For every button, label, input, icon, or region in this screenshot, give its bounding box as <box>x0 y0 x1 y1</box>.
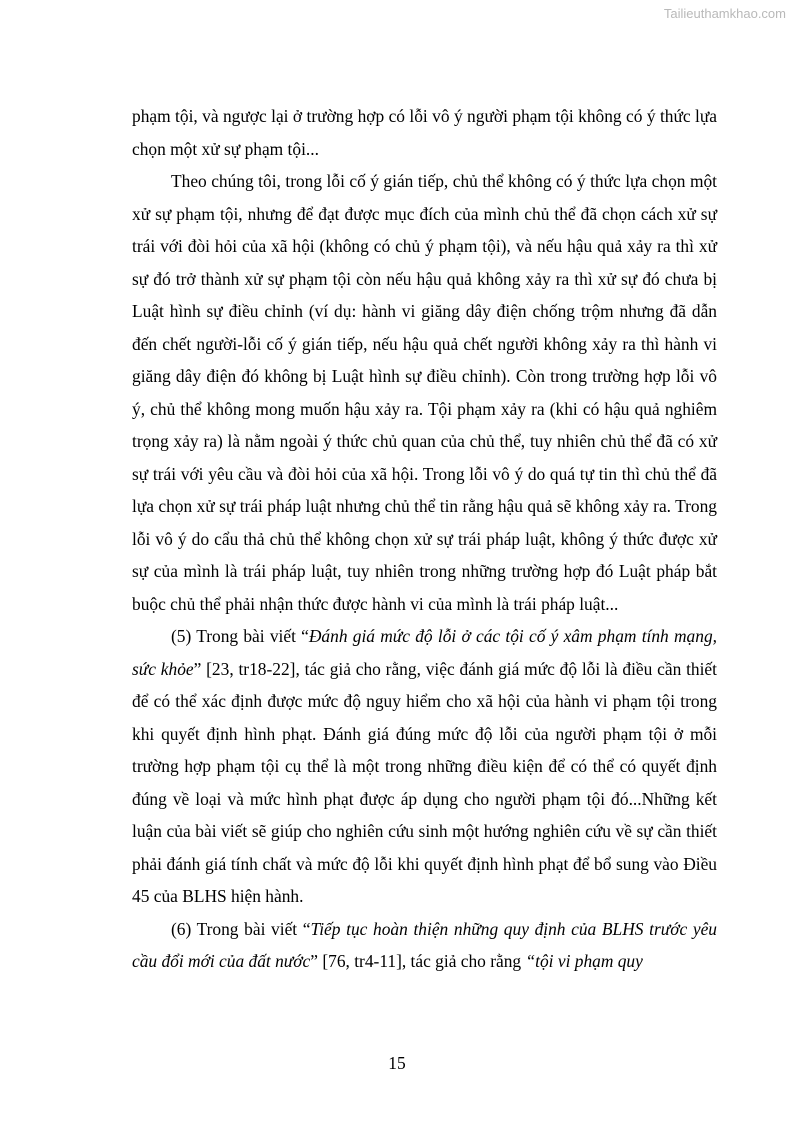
document-body <box>132 100 717 978</box>
paragraph-4-quote: “tội vi phạm quy <box>525 951 643 971</box>
paragraph-3 <box>132 620 717 913</box>
paragraph-4-middle: ” [76, tr4-11], tác giả cho rằng <box>310 951 526 971</box>
paragraph-4-article-title: Tiếp tục hoàn thiện những quy định của BLHS trước yêu cầu đổi mới của đất nước <box>132 918 717 971</box>
paragraph-4 <box>132 913 717 978</box>
paragraph-3-lead: (5) Trong bài viết “ <box>171 626 309 646</box>
paragraph-4-lead: (6) Trong bài viết “ <box>171 918 311 939</box>
paragraph-1: phạm tội, và ngược lại ở trường hợp có lỗi vô ý người phạm tội không có ý thức lựa chọn một xử sự phạm tội... <box>132 106 717 159</box>
page-number: 15 <box>388 1053 406 1073</box>
paragraph-2: Theo chúng tôi, trong lỗi cố ý gián tiếp, chủ thể không có ý thức lựa chọn một xử sự phạm tội, nhưng để đạt được mục đích của mình chủ thể đã chọn cách xử sự trái với đòi hỏi của xã hội (không có chủ ý phạm tội), và nếu hậu quả xảy ra thì xử sự đó trở thành xử sự phạm tội còn nếu hậu quả không xảy ra thì xử sự đó chưa bị Luật hình sự điều chỉnh (ví dụ: hành vi giăng dây điện chống trộm nhưng đã dẫn đến chết người-lỗi cố ý gián tiếp, nếu hậu quả chết người không xảy ra thì hành vi giăng dây điện đó không bị Luật hình sự điều chỉnh). Còn trong trường hợp lỗi vô ý, chủ thể không mong muốn hậu xảy ra. Tội phạm xảy ra (khi có hậu quả nghiêm trọng xảy ra) là nằm ngoài ý thức chủ quan của chủ thể, tuy nhiên chủ thể đã có xử sự trái với yêu cầu và đòi hỏi của xã hội. Trong lỗi vô ý do quá tự tin thì chủ thể đã lựa chọn xử sự trái pháp luật nhưng chủ thể tin rằng hậu quả sẽ không xảy ra. Trong lỗi vô ý do cẩu thả chủ thể không chọn xử sự trái pháp luật, không ý thức được xử sự của mình là trái pháp luật, tuy nhiên trong những trường hợp đó Luật pháp bắt buộc chủ thể phải nhận thức được hành vi của mình là trái pháp luật... <box>132 171 717 614</box>
paragraph-3-rest: ” [23, tr18-22], tác giả cho rằng, việc đánh giá mức độ lỗi là điều cần thiết để có thể xác định được mức độ nguy hiểm cho xã hội của hành vi phạm tội trong khi quyết định hình phạt. Đánh giá đúng mức độ lỗi của người phạm tội ở mỗi trường hợp phạm tội cụ thể là một trong những điều kiện để có thể có quyết định đúng về loại và mức hình phạt được áp dụng cho người phạm tội đó...Những kết luận của bài viết sẽ giúp cho nghiên cứu sinh một hướng nghiên cứu về sự cần thiết phải đánh giá tính chất và mức độ lỗi khi quyết định hình phạt để bổ sung vào Điều 45 của BLHS hiện hành. <box>132 658 717 906</box>
watermark: Tailieuthamkhao.com <box>663 6 786 21</box>
paragraph-3-article-title: Đánh giá mức độ lỗi ở các tội cố ý xâm phạm tính mạng, sức khỏe <box>132 626 717 679</box>
